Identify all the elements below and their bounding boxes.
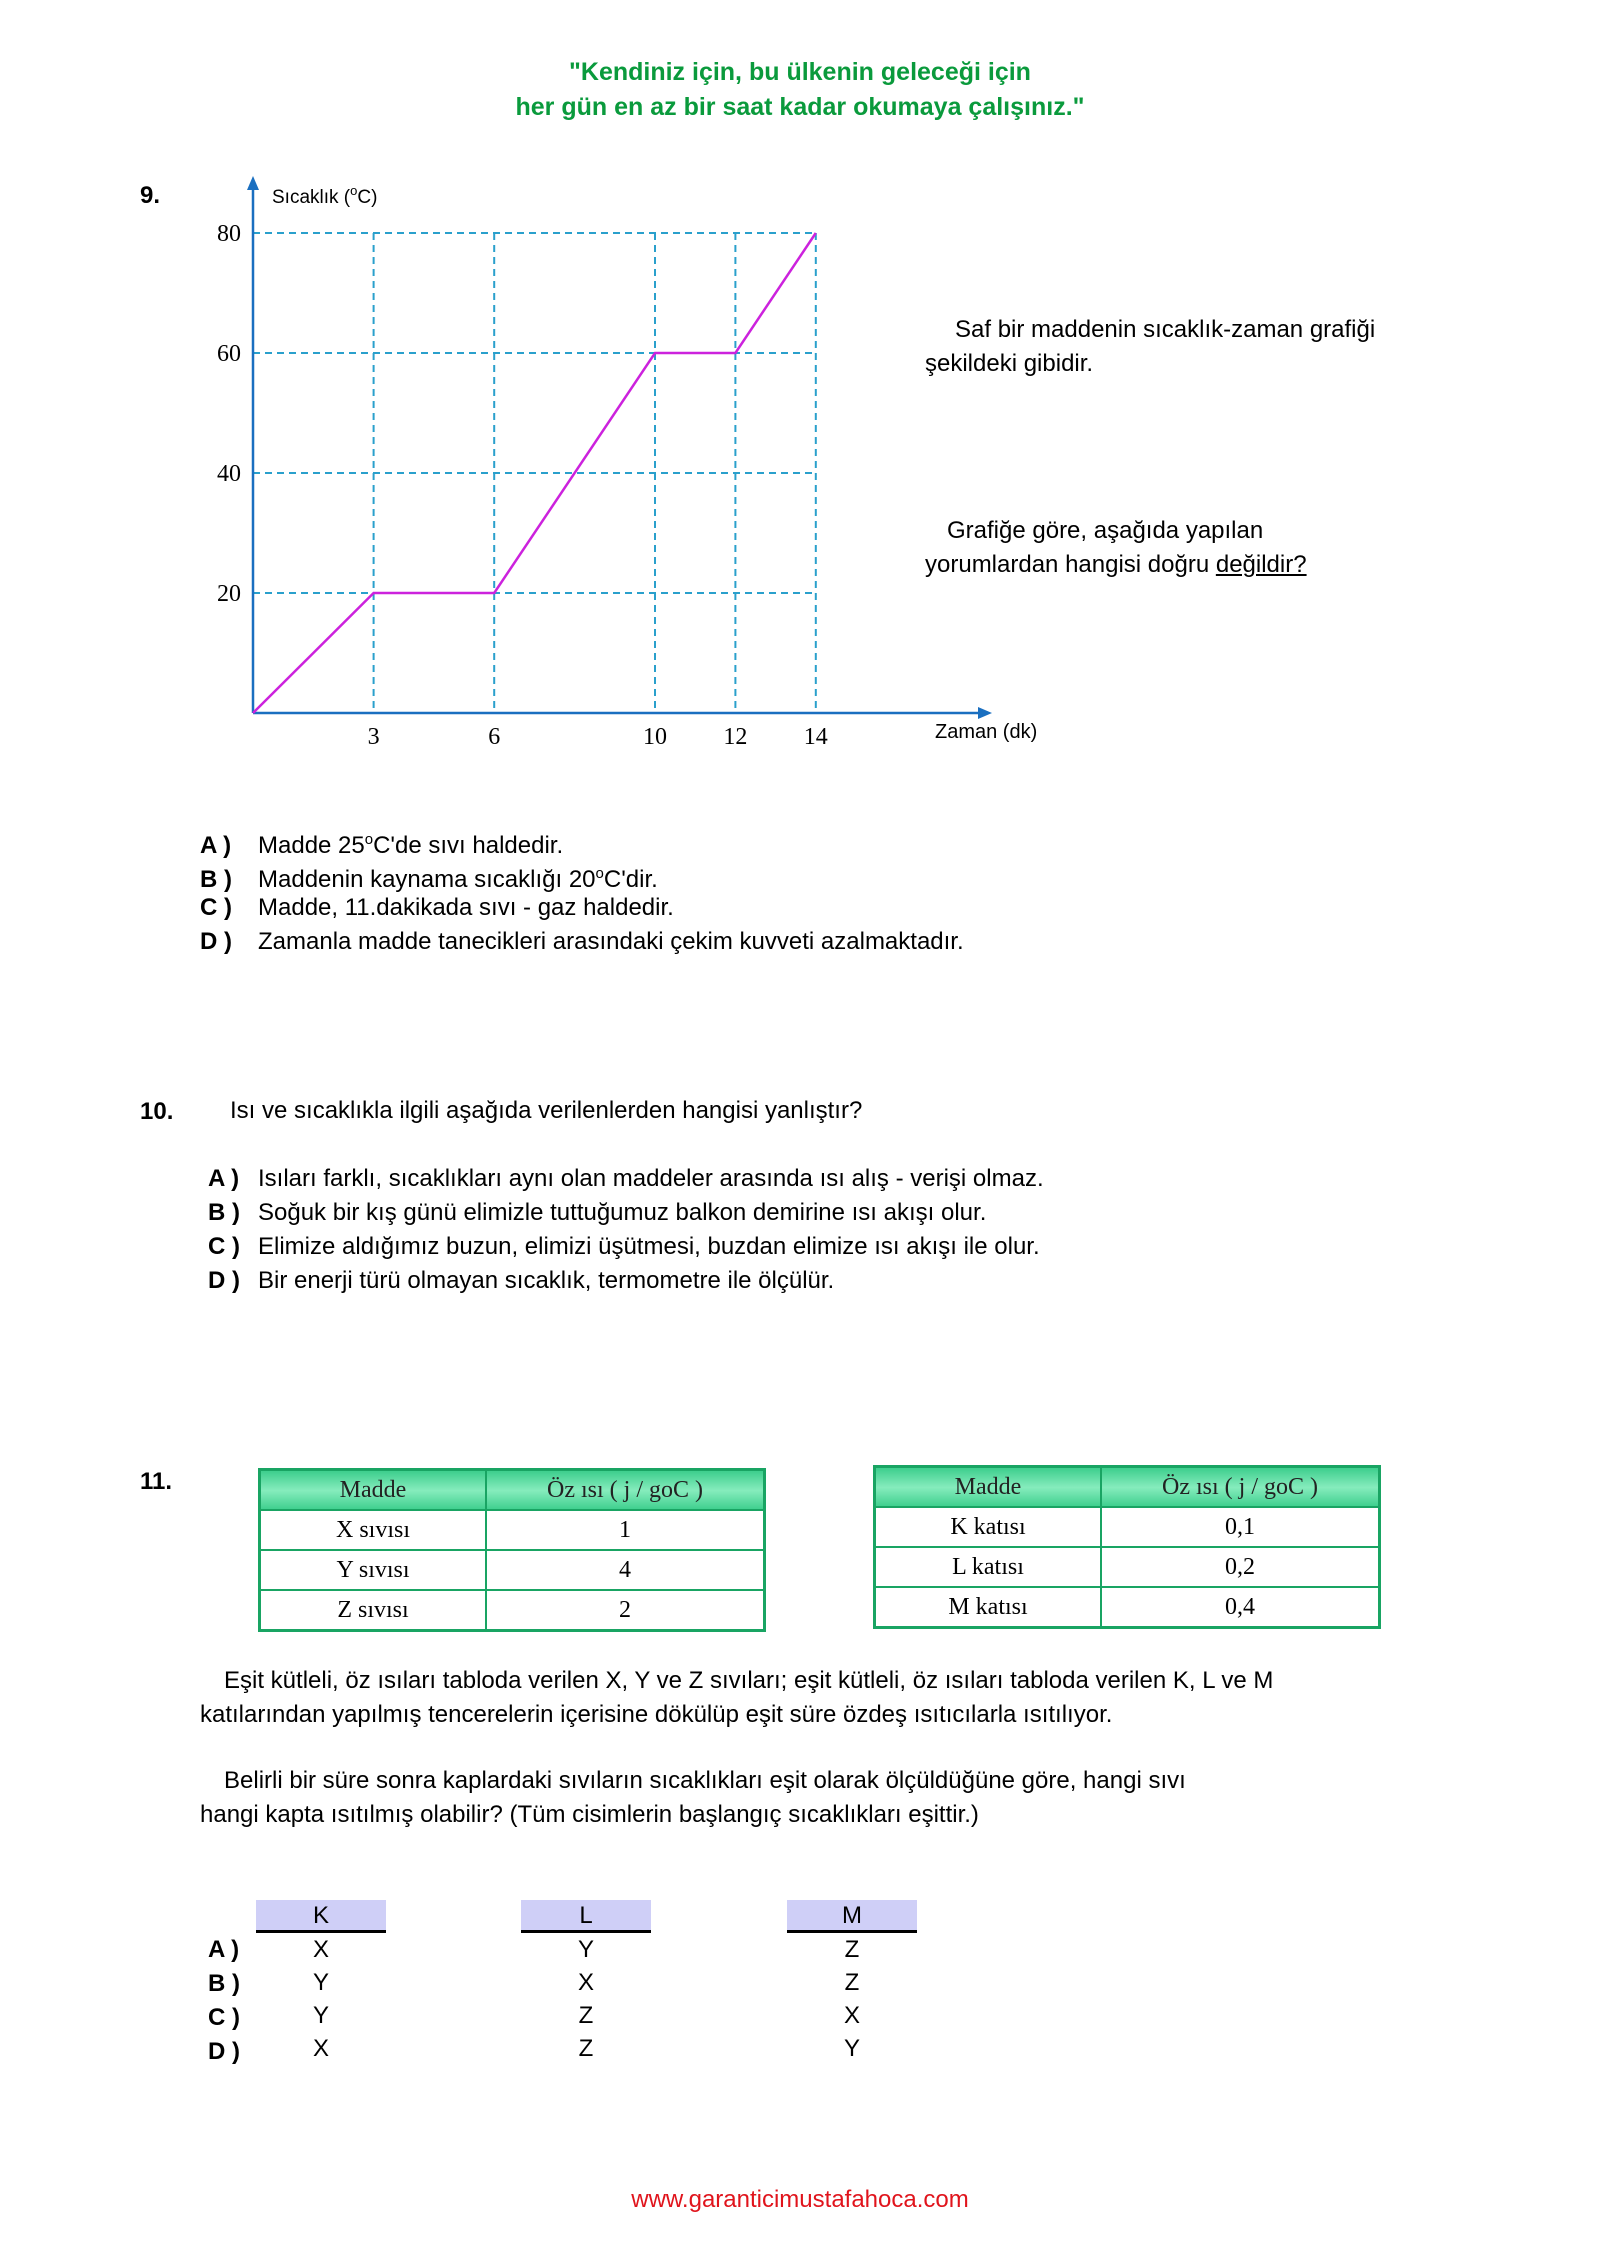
table-cell: L katısı (875, 1547, 1102, 1587)
motto-line-2: her gün en az bir saat kadar okumaya çalışınız." (515, 93, 1085, 121)
q10-option-c[interactable] (208, 1230, 1044, 1264)
table-row (875, 1507, 1380, 1547)
q9-option-c[interactable] (200, 891, 964, 925)
x-axis-label: Zaman (dk) (935, 721, 1038, 743)
question-9-number: 9. (140, 182, 161, 209)
question-11-number: 11. (140, 1468, 173, 1495)
answer-cell: X (843, 2002, 860, 2029)
table-cell: Z sıvısı (260, 1590, 487, 1631)
q9-prompt-line-2 (925, 548, 1445, 582)
x-tick-label: 6 (488, 724, 501, 750)
table-cell: 0,2 (1101, 1547, 1380, 1587)
option-text: Soğuk bir kış günü elimizle tuttuğumuz balkon demirine ısı akışı olur. (258, 1199, 987, 1226)
x-tick-label: 10 (643, 724, 667, 750)
q11-option-d-letter[interactable]: D ) (208, 2038, 240, 2065)
option-letter: D ) (208, 1267, 240, 1294)
table-header: Madde (875, 1467, 1102, 1508)
answer-cell: Y (312, 1969, 329, 1996)
q11-para2-line-2: hangi kapta ısıtılmış olabilir? (Tüm cisimlerin başlangıç sıcaklıkları eşittir.) (200, 1801, 979, 1828)
chart-axes (247, 176, 992, 719)
q9-option-b[interactable] (200, 857, 964, 891)
answer-cell: Y (843, 2035, 860, 2062)
x-tick-label: 14 (803, 724, 828, 750)
option-letter: C ) (200, 894, 232, 921)
answer-cell: Z (578, 2035, 594, 2062)
question-9-description (925, 313, 1445, 381)
q11-option-letters (208, 1933, 240, 2069)
y-tick-label: 20 (217, 581, 241, 607)
q11-para2-line-1: Belirli bir süre sonra kaplardaki sıvıların sıcaklıkları eşit olarak ölçüldüğüne göre, hangi sıvı (224, 1767, 1186, 1794)
answer-column-l: L (521, 1900, 651, 1933)
option-text: Elimize aldığımız buzun, elimizi üşütmesi, buzdan elimize ısı akışı ile olur. (258, 1233, 1040, 1260)
option-letter: D ) (200, 928, 232, 955)
y-tick-label: 80 (217, 221, 241, 247)
liquids-specific-heat-table (258, 1468, 766, 1632)
table-row (260, 1550, 765, 1590)
question-11-paragraph-2 (200, 1764, 1500, 1832)
table-header-row (260, 1470, 765, 1511)
table-header: Öz ısı ( j / goC ) (486, 1470, 765, 1511)
option-text: Bir enerji türü olmayan sıcaklık, termometre ile ölçülür. (258, 1267, 835, 1294)
question-10-prompt: Isı ve sıcaklıkla ilgili aşağıda verilenlerden hangisi yanlıştır? (230, 1097, 863, 1124)
question-10-options (208, 1162, 1044, 1298)
option-letter: A ) (200, 832, 232, 859)
y-tick-label: 40 (217, 461, 241, 487)
option-text: Maddenin kaynama sıcaklığı 20 (258, 866, 596, 893)
x-tick-label: 12 (723, 724, 748, 750)
q9-prompt-emphasis: değildir? (1215, 551, 1307, 578)
table-cell: 0,1 (1101, 1507, 1380, 1547)
q11-option-a-letter[interactable]: A ) (208, 1936, 240, 1963)
solids-specific-heat-table (873, 1465, 1381, 1629)
degree-mark: o (595, 865, 604, 882)
answer-column-m: M (787, 1900, 917, 1933)
option-text: Madde 25 (258, 832, 365, 859)
option-letter: C ) (208, 1233, 240, 1260)
answer-column-k: K (256, 1900, 386, 1933)
option-text: Madde, 11.dakikada sıvı - gaz haldedir. (258, 894, 674, 921)
y-tick-label: 60 (217, 341, 241, 367)
option-letter: A ) (208, 1165, 240, 1192)
answer-cell: Z (578, 2002, 594, 2029)
option-text-end: C'de sıvı haldedir. (373, 832, 564, 859)
option-letter: B ) (208, 1199, 240, 1226)
question-9-prompt (925, 514, 1445, 582)
temperature-time-chart (190, 170, 1050, 760)
table-row (875, 1587, 1380, 1628)
x-axis-arrow-icon (978, 707, 992, 719)
q11-option-b-letter[interactable]: B ) (208, 1970, 240, 1997)
q11-para1-line-1: Eşit kütleli, öz ısıları tabloda verilen X, Y ve Z sıvıları; eşit kütleli, öz ısıları tabloda verilen K, L ve M (224, 1667, 1274, 1694)
y-axis-label: Sıcaklık ($^o$C) (272, 183, 378, 208)
q10-option-a[interactable] (208, 1162, 1044, 1196)
q9-option-a[interactable] (200, 823, 964, 857)
degree-mark: o (364, 831, 374, 848)
table-cell: M katısı (875, 1587, 1102, 1628)
option-text: Zamanla madde tanecikleri arasındaki çekim kuvveti azalmaktadır. (258, 928, 964, 955)
question-10-number: 10. (140, 1098, 174, 1125)
table-cell: 1 (486, 1510, 765, 1550)
answer-column-m-values (787, 1933, 917, 2065)
table-header: Madde (260, 1470, 487, 1511)
table-cell: K katısı (875, 1507, 1102, 1547)
option-text-end: C'dir. (603, 866, 658, 893)
answer-cell: Y (312, 2002, 329, 2029)
option-letter: B ) (200, 866, 232, 893)
q9-prompt-line-1: Grafiğe göre, aşağıda yapılan (947, 517, 1264, 544)
table-cell: Y sıvısı (260, 1550, 487, 1590)
question-9-options (200, 823, 964, 959)
q11-para1-line-2: katılarından yapılmış tencerelerin içerisine dökülüp eşit süre özdeş ısıtıcılarla ısıtılıyor. (200, 1701, 1113, 1728)
x-tick-label: 3 (367, 724, 380, 750)
answer-cell: Z (844, 1969, 860, 1996)
q9-prompt-text: yorumlardan hangisi doğru (925, 551, 1216, 578)
table-row (260, 1510, 765, 1550)
answer-cell: Z (844, 1936, 860, 1963)
chart-grid (253, 233, 816, 713)
q9-description-line-1: Saf bir maddenin sıcaklık-zaman grafiği (955, 316, 1376, 343)
table-header: Öz ısı ( j / goC ) (1101, 1467, 1380, 1508)
answer-cell: X (312, 1936, 329, 1963)
table-cell: X sıvısı (260, 1510, 487, 1550)
answer-column-l-values (521, 1933, 651, 2065)
y-axis-arrow-icon (247, 176, 259, 190)
table-cell: 0,4 (1101, 1587, 1380, 1628)
table-header-row (875, 1467, 1380, 1508)
question-11-paragraph-1 (200, 1664, 1500, 1732)
q11-option-c-letter[interactable]: C ) (208, 2004, 240, 2031)
table-row (875, 1547, 1380, 1587)
table-row (260, 1590, 765, 1631)
table-cell: 4 (486, 1550, 765, 1590)
q9-description-line-2: şekildeki gibidir. (925, 350, 1094, 377)
q10-option-b[interactable] (208, 1196, 1044, 1230)
q9-option-d[interactable] (200, 925, 964, 959)
answer-cell: Y (577, 1936, 594, 1963)
option-text: Isıları farklı, sıcaklıkları aynı olan maddeler arasında ısı alış - verişi olmaz. (258, 1165, 1044, 1192)
answer-cell: X (577, 1969, 594, 1996)
table-cell: 2 (486, 1590, 765, 1631)
q10-option-d[interactable] (208, 1264, 1044, 1298)
answer-column-k-values (256, 1933, 386, 2065)
answer-cell: X (312, 2035, 329, 2062)
motto-line-1: "Kendiniz için, bu ülkenin geleceği için (569, 58, 1031, 86)
footer-url[interactable]: www.garanticimustafahoca.com (631, 2186, 969, 2213)
